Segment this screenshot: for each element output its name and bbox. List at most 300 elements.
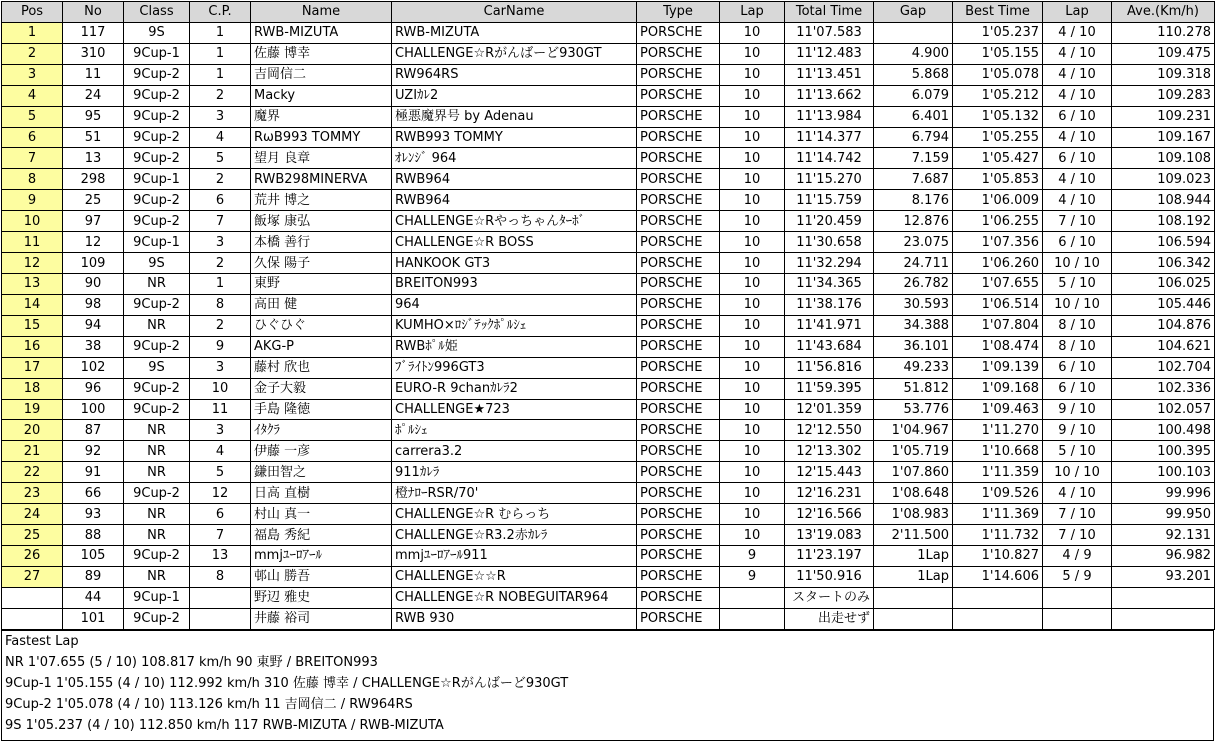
cell-name: 野辺 雅史: [251, 587, 392, 608]
cell-carname: CHALLENGE☆☆R: [392, 566, 637, 587]
cell-cp: 10: [190, 378, 251, 399]
cell-pos: 4: [2, 85, 63, 106]
cell-lap: 10: [720, 273, 785, 294]
cell-type: PORSCHE: [637, 525, 720, 546]
cell-gap: 1'08.983: [874, 504, 953, 525]
cell-gap: 34.388: [874, 315, 953, 336]
cell-carname: ｵﾚﾝｼﾞ 964: [392, 148, 637, 169]
cell-lap: 10: [720, 106, 785, 127]
cell-average-speed: 109.108: [1112, 148, 1215, 169]
cell-best-lap: 4 / 10: [1043, 85, 1112, 106]
cell-type: PORSCHE: [637, 399, 720, 420]
cell-class: 9Cup-2: [124, 378, 190, 399]
cell-carname: ﾌﾞﾗｲﾄﾝ996GT3: [392, 357, 637, 378]
cell-name: 久保 陽子: [251, 253, 392, 274]
col-header-name: Name: [251, 2, 392, 23]
cell-class: 9Cup-2: [124, 399, 190, 420]
cell-best-lap: 9 / 10: [1043, 420, 1112, 441]
results-body: [2, 22, 1215, 629]
cell-pos: 7: [2, 148, 63, 169]
fastest-lap-panel: [1, 630, 1214, 741]
cell-cp: 3: [190, 106, 251, 127]
cell-carname: RWB 930: [392, 608, 637, 629]
cell-type: PORSCHE: [637, 336, 720, 357]
cell-best-time: 1'11.732: [953, 525, 1043, 546]
cell-total-time: 11'13.984: [785, 106, 874, 127]
cell-carname: RW964RS: [392, 64, 637, 85]
cell-lap: 10: [720, 148, 785, 169]
cell-best-time: 1'09.463: [953, 399, 1043, 420]
cell-type: PORSCHE: [637, 22, 720, 43]
cell-average-speed: 102.704: [1112, 357, 1215, 378]
cell-class: 9Cup-2: [124, 336, 190, 357]
cell-type: PORSCHE: [637, 420, 720, 441]
cell-cp: 3: [190, 357, 251, 378]
cell-carname: RWBﾎﾟﾙ姫: [392, 336, 637, 357]
table-row: [2, 315, 1215, 336]
cell-type: PORSCHE: [637, 315, 720, 336]
cell-name: 手島 隆徳: [251, 399, 392, 420]
cell-no: 24: [63, 85, 124, 106]
cell-name: 鎌田智之: [251, 462, 392, 483]
cell-gap: [874, 608, 953, 629]
cell-best-lap: 10 / 10: [1043, 294, 1112, 315]
cell-pos: 24: [2, 504, 63, 525]
cell-lap: 10: [720, 253, 785, 274]
col-header-pos: Pos: [2, 2, 63, 23]
cell-cp: 11: [190, 399, 251, 420]
cell-best-time: 1'07.356: [953, 232, 1043, 253]
cell-type: PORSCHE: [637, 148, 720, 169]
cell-cp: 6: [190, 190, 251, 211]
cell-no: 89: [63, 566, 124, 587]
cell-lap: 10: [720, 399, 785, 420]
cell-total-time: 11'20.459: [785, 211, 874, 232]
cell-gap: 1'08.648: [874, 483, 953, 504]
cell-gap: 36.101: [874, 336, 953, 357]
cell-pos: 27: [2, 566, 63, 587]
cell-carname: CHALLENGE☆R BOSS: [392, 232, 637, 253]
cell-best-lap: 9 / 10: [1043, 399, 1112, 420]
cell-type: PORSCHE: [637, 462, 720, 483]
cell-type: PORSCHE: [637, 85, 720, 106]
cell-average-speed: 100.395: [1112, 441, 1215, 462]
cell-cp: 5: [190, 462, 251, 483]
cell-best-time: 1'05.155: [953, 43, 1043, 64]
cell-pos: 11: [2, 232, 63, 253]
cell-carname: BREITON993: [392, 273, 637, 294]
cell-no: 97: [63, 211, 124, 232]
cell-carname: carrera3.2: [392, 441, 637, 462]
cell-best-time: 1'06.260: [953, 253, 1043, 274]
cell-pos: 26: [2, 545, 63, 566]
cell-class: 9Cup-2: [124, 545, 190, 566]
cell-average-speed: 92.131: [1112, 525, 1215, 546]
cell-total-time: 12'12.550: [785, 420, 874, 441]
table-row: [2, 566, 1215, 587]
cell-best-lap: 7 / 10: [1043, 504, 1112, 525]
cell-name: 日高 直樹: [251, 483, 392, 504]
cell-class: NR: [124, 566, 190, 587]
table-row: [2, 85, 1215, 106]
cell-best-time: 1'05.853: [953, 169, 1043, 190]
cell-carname: RWB-MIZUTA: [392, 22, 637, 43]
cell-no: 93: [63, 504, 124, 525]
header-row: [2, 2, 1215, 23]
cell-total-time: 11'15.270: [785, 169, 874, 190]
col-header-lap: Lap: [720, 2, 785, 23]
cell-class: NR: [124, 525, 190, 546]
cell-total-time: 11'43.684: [785, 336, 874, 357]
cell-type: PORSCHE: [637, 545, 720, 566]
col-header-best-time: Best Time: [953, 2, 1043, 23]
cell-gap: 5.868: [874, 64, 953, 85]
cell-carname: CHALLENGE☆Rがんばーど930GT: [392, 43, 637, 64]
cell-name: 佐藤 博幸: [251, 43, 392, 64]
cell-pos: 5: [2, 106, 63, 127]
cell-average-speed: 99.996: [1112, 483, 1215, 504]
cell-average-speed: 106.594: [1112, 232, 1215, 253]
cell-no: 25: [63, 190, 124, 211]
table-row: [2, 169, 1215, 190]
cell-cp: 2: [190, 169, 251, 190]
col-header-type: Type: [637, 2, 720, 23]
cell-class: 9Cup-1: [124, 232, 190, 253]
cell-total-time: 12'13.302: [785, 441, 874, 462]
cell-no: 96: [63, 378, 124, 399]
cell-best-lap: 10 / 10: [1043, 462, 1112, 483]
table-row: [2, 462, 1215, 483]
cell-best-time: 1'09.168: [953, 378, 1043, 399]
cell-pos: 10: [2, 211, 63, 232]
cell-class: 9Cup-1: [124, 587, 190, 608]
cell-no: 44: [63, 587, 124, 608]
cell-carname: RWB964: [392, 169, 637, 190]
cell-name: mmjﾕｰﾛｱｰﾙ: [251, 545, 392, 566]
table-row: [2, 294, 1215, 315]
cell-lap: 10: [720, 378, 785, 399]
cell-best-time: 1'05.132: [953, 106, 1043, 127]
cell-best-lap: 5 / 10: [1043, 273, 1112, 294]
cell-lap: 10: [720, 294, 785, 315]
cell-type: PORSCHE: [637, 169, 720, 190]
cell-pos: 19: [2, 399, 63, 420]
cell-best-time: 1'11.270: [953, 420, 1043, 441]
cell-name: 藤村 欣也: [251, 357, 392, 378]
cell-carname: CHALLENGE☆R NOBEGUITAR964: [392, 587, 637, 608]
cell-best-time: 1'09.526: [953, 483, 1043, 504]
cell-best-time: [953, 608, 1043, 629]
cell-best-lap: 6 / 10: [1043, 232, 1112, 253]
cell-carname: 橙ﾅﾛｰRSR/70': [392, 483, 637, 504]
cell-best-lap: 5 / 9: [1043, 566, 1112, 587]
cell-pos: 16: [2, 336, 63, 357]
cell-no: 87: [63, 420, 124, 441]
cell-gap: 2'11.500: [874, 525, 953, 546]
cell-type: PORSCHE: [637, 253, 720, 274]
cell-best-lap: 7 / 10: [1043, 525, 1112, 546]
table-row: [2, 232, 1215, 253]
cell-pos: 9: [2, 190, 63, 211]
table-row: [2, 22, 1215, 43]
cell-class: NR: [124, 504, 190, 525]
cell-average-speed: 109.475: [1112, 43, 1215, 64]
cell-pos: 12: [2, 253, 63, 274]
cell-cp: 7: [190, 525, 251, 546]
cell-class: 9Cup-2: [124, 64, 190, 85]
cell-name: RWB-MIZUTA: [251, 22, 392, 43]
cell-gap: 7.687: [874, 169, 953, 190]
cell-pos: 22: [2, 462, 63, 483]
cell-best-lap: 4 / 10: [1043, 43, 1112, 64]
cell-name: 荒井 博之: [251, 190, 392, 211]
cell-average-speed: 105.446: [1112, 294, 1215, 315]
results-table: [1, 1, 1215, 630]
cell-lap: 10: [720, 190, 785, 211]
cell-cp: 2: [190, 85, 251, 106]
cell-name: 吉岡信二: [251, 64, 392, 85]
cell-best-lap: 4 / 10: [1043, 64, 1112, 85]
cell-total-time: 11'14.377: [785, 127, 874, 148]
cell-gap: 1Lap: [874, 545, 953, 566]
cell-total-time: 12'16.566: [785, 504, 874, 525]
cell-name: Macky: [251, 85, 392, 106]
cell-type: PORSCHE: [637, 483, 720, 504]
cell-no: 298: [63, 169, 124, 190]
cell-no: 101: [63, 608, 124, 629]
cell-no: 117: [63, 22, 124, 43]
cell-best-time: [953, 587, 1043, 608]
cell-total-time: 12'01.359: [785, 399, 874, 420]
table-row: [2, 106, 1215, 127]
cell-lap: 10: [720, 22, 785, 43]
cell-best-time: 1'07.655: [953, 273, 1043, 294]
cell-class: NR: [124, 441, 190, 462]
table-row: [2, 336, 1215, 357]
cell-carname: CHALLENGE☆R むらっち: [392, 504, 637, 525]
cell-gap: 49.233: [874, 357, 953, 378]
cell-total-time: 11'41.971: [785, 315, 874, 336]
cell-type: PORSCHE: [637, 566, 720, 587]
cell-cp: 3: [190, 420, 251, 441]
cell-no: 102: [63, 357, 124, 378]
cell-best-lap: 4 / 10: [1043, 22, 1112, 43]
cell-pos: 3: [2, 64, 63, 85]
cell-cp: 8: [190, 566, 251, 587]
cell-best-time: 1'10.827: [953, 545, 1043, 566]
cell-type: PORSCHE: [637, 106, 720, 127]
cell-name: RωB993 TOMMY: [251, 127, 392, 148]
cell-type: PORSCHE: [637, 127, 720, 148]
cell-best-lap: 4 / 10: [1043, 190, 1112, 211]
cell-average-speed: 100.498: [1112, 420, 1215, 441]
cell-name: 本橋 善行: [251, 232, 392, 253]
table-row: [2, 399, 1215, 420]
cell-cp: 4: [190, 441, 251, 462]
cell-name: 福島 秀紀: [251, 525, 392, 546]
cell-gap: 1'05.719: [874, 441, 953, 462]
cell-cp: 3: [190, 232, 251, 253]
cell-total-time: 11'34.365: [785, 273, 874, 294]
cell-name: 魔界: [251, 106, 392, 127]
cell-average-speed: 102.336: [1112, 378, 1215, 399]
cell-gap: 30.593: [874, 294, 953, 315]
col-header-average-speed: Ave.(Km/h): [1112, 2, 1215, 23]
cell-average-speed: 109.283: [1112, 85, 1215, 106]
cell-cp: 12: [190, 483, 251, 504]
cell-average-speed: 106.342: [1112, 253, 1215, 274]
cell-carname: KUMHO×ﾛｼﾞﾃｯｸﾎﾟﾙｼｪ: [392, 315, 637, 336]
cell-total-time: 12'15.443: [785, 462, 874, 483]
cell-carname: CHALLENGE★723: [392, 399, 637, 420]
cell-type: PORSCHE: [637, 587, 720, 608]
cell-type: PORSCHE: [637, 441, 720, 462]
cell-carname: HANKOOK GT3: [392, 253, 637, 274]
cell-best-time: 1'06.514: [953, 294, 1043, 315]
fastest-lap-line: 9S 1'05.237 (4 / 10) 112.850 km/h 117 RWB-MIZUTA / RWB-MIZUTA: [5, 718, 444, 733]
cell-no: 12: [63, 232, 124, 253]
table-row: [2, 483, 1215, 504]
cell-best-time: 1'05.427: [953, 148, 1043, 169]
cell-lap: 10: [720, 420, 785, 441]
cell-gap: 6.794: [874, 127, 953, 148]
col-header-gap: Gap: [874, 2, 953, 23]
cell-no: 51: [63, 127, 124, 148]
table-row: [2, 211, 1215, 232]
cell-type: PORSCHE: [637, 504, 720, 525]
cell-class: NR: [124, 420, 190, 441]
cell-total-time: 11'59.395: [785, 378, 874, 399]
cell-class: 9S: [124, 357, 190, 378]
cell-carname: CHALLENGE☆Rやっちゃんﾀｰﾎﾞ: [392, 211, 637, 232]
cell-gap: 8.176: [874, 190, 953, 211]
cell-lap: 10: [720, 441, 785, 462]
cell-lap: [720, 608, 785, 629]
cell-class: 9S: [124, 253, 190, 274]
cell-best-time: 1'05.078: [953, 64, 1043, 85]
table-row: [2, 545, 1215, 566]
cell-best-lap: 4 / 10: [1043, 483, 1112, 504]
cell-class: 9Cup-2: [124, 483, 190, 504]
cell-best-time: 1'05.212: [953, 85, 1043, 106]
cell-cp: 9: [190, 336, 251, 357]
cell-type: PORSCHE: [637, 43, 720, 64]
cell-no: 100: [63, 399, 124, 420]
cell-best-time: 1'05.237: [953, 22, 1043, 43]
cell-carname: 極悪魔界号 by Adenau: [392, 106, 637, 127]
cell-best-lap: 6 / 10: [1043, 106, 1112, 127]
cell-class: NR: [124, 462, 190, 483]
cell-average-speed: 99.950: [1112, 504, 1215, 525]
cell-lap: 10: [720, 64, 785, 85]
cell-name: ｲﾀｸﾗ: [251, 420, 392, 441]
cell-gap: 1'04.967: [874, 420, 953, 441]
table-row: [2, 148, 1215, 169]
cell-lap: 9: [720, 545, 785, 566]
cell-total-time: 11'50.916: [785, 566, 874, 587]
cell-class: 9Cup-2: [124, 85, 190, 106]
cell-total-time: 11'32.294: [785, 253, 874, 274]
cell-best-time: 1'10.668: [953, 441, 1043, 462]
col-header-cp: C.P.: [190, 2, 251, 23]
cell-pos: [2, 587, 63, 608]
cell-name: 望月 良章: [251, 148, 392, 169]
cell-best-time: 1'06.009: [953, 190, 1043, 211]
cell-gap: 1'07.860: [874, 462, 953, 483]
cell-lap: 10: [720, 232, 785, 253]
table-row: [2, 43, 1215, 64]
fastest-lap-line: NR 1'07.655 (5 / 10) 108.817 km/h 90 東野 / BREITON993: [5, 655, 378, 670]
cell-pos: 13: [2, 273, 63, 294]
cell-pos: 1: [2, 22, 63, 43]
cell-total-time: 11'30.658: [785, 232, 874, 253]
cell-average-speed: 93.201: [1112, 566, 1215, 587]
cell-total-time: 11'14.742: [785, 148, 874, 169]
cell-cp: 1: [190, 43, 251, 64]
cell-best-lap: 5 / 10: [1043, 441, 1112, 462]
cell-pos: 14: [2, 294, 63, 315]
cell-best-time: 1'11.359: [953, 462, 1043, 483]
cell-lap: 10: [720, 504, 785, 525]
cell-average-speed: 106.025: [1112, 273, 1215, 294]
cell-lap: 10: [720, 127, 785, 148]
cell-average-speed: 110.278: [1112, 22, 1215, 43]
cell-lap: 10: [720, 169, 785, 190]
cell-pos: 23: [2, 483, 63, 504]
cell-no: 90: [63, 273, 124, 294]
cell-type: PORSCHE: [637, 608, 720, 629]
cell-gap: 6.401: [874, 106, 953, 127]
cell-best-time: 1'05.255: [953, 127, 1043, 148]
cell-gap: 1Lap: [874, 566, 953, 587]
cell-carname: 964: [392, 294, 637, 315]
cell-pos: 20: [2, 420, 63, 441]
cell-pos: [2, 608, 63, 629]
cell-class: NR: [124, 315, 190, 336]
cell-average-speed: [1112, 587, 1215, 608]
cell-average-speed: 96.982: [1112, 545, 1215, 566]
cell-total-time: 11'38.176: [785, 294, 874, 315]
cell-class: 9Cup-2: [124, 106, 190, 127]
cell-pos: 2: [2, 43, 63, 64]
cell-no: 98: [63, 294, 124, 315]
cell-gap: 26.782: [874, 273, 953, 294]
cell-no: 109: [63, 253, 124, 274]
cell-cp: 6: [190, 504, 251, 525]
cell-total-time: 出走せず: [785, 608, 874, 629]
cell-class: 9Cup-2: [124, 190, 190, 211]
cell-class: 9Cup-2: [124, 608, 190, 629]
table-row: [2, 525, 1215, 546]
col-header-no: No: [63, 2, 124, 23]
cell-best-lap: 4 / 10: [1043, 169, 1112, 190]
table-row: [2, 190, 1215, 211]
cell-best-lap: 8 / 10: [1043, 315, 1112, 336]
cell-carname: UZIｶﾚ2: [392, 85, 637, 106]
cell-best-time: 1'11.369: [953, 504, 1043, 525]
cell-average-speed: 104.876: [1112, 315, 1215, 336]
cell-no: 38: [63, 336, 124, 357]
cell-best-time: 1'06.255: [953, 211, 1043, 232]
cell-no: 310: [63, 43, 124, 64]
cell-no: 94: [63, 315, 124, 336]
cell-gap: 53.776: [874, 399, 953, 420]
table-row: [2, 587, 1215, 608]
cell-carname: 911ｶﾚﾗ: [392, 462, 637, 483]
cell-cp: 2: [190, 253, 251, 274]
cell-class: NR: [124, 273, 190, 294]
cell-lap: [720, 587, 785, 608]
